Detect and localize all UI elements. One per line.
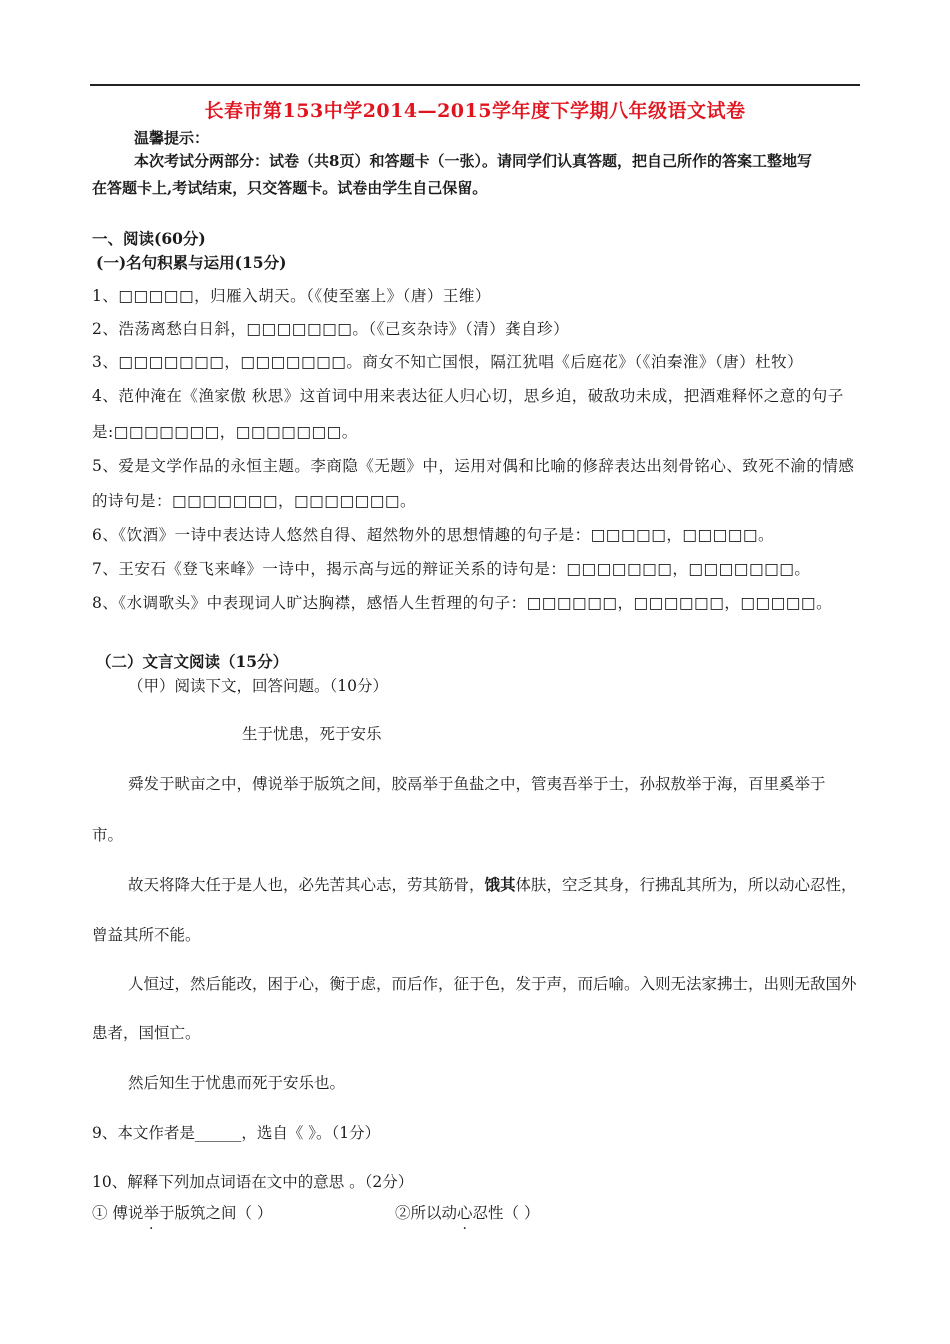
question-4-line-1: 4、范仲淹在《渔家傲 秋思》这首词中用来表达征人归心切，思乡迫，破敌功未成，把酒难释怀之意的句子 bbox=[92, 387, 844, 405]
question-10-item-2 bbox=[395, 1201, 539, 1223]
question-6: 6、《饮酒》一诗中表达诗人悠然自得、超然物外的思想情趣的句子是：□□□□□，□□□□□。 bbox=[92, 526, 775, 544]
question-10-item-1 bbox=[92, 1201, 272, 1223]
passage-title: 生于忧患，死于安乐 bbox=[242, 725, 382, 743]
question-5-line-2: 的诗句是：□□□□□□□，□□□□□□□。 bbox=[92, 492, 417, 510]
q10-1-post: 于版筑之间（ ） bbox=[158, 1204, 273, 1222]
tips-line-1: 本次考试分两部分：试卷（共8页）和答题卡（一张）。请同学们认真答题，把自己所作的答案工整地写 bbox=[134, 152, 812, 170]
question-4-line-2: 是:□□□□□□□，□□□□□□□。 bbox=[92, 423, 358, 441]
tips-line-2: 在答题卡上,考试结束，只交答题卡。试卷由学生自己保留。 bbox=[92, 179, 488, 197]
question-3: 3、□□□□□□□，□□□□□□□。商女不知亡国恨，隔江犹唱《后庭花》（《泊秦淮》（唐）杜牧） bbox=[92, 353, 804, 371]
passage-p2-line-2: 曾益其所不能。 bbox=[92, 926, 201, 944]
question-8: 8、《水调歌头》中表现词人旷达胸襟，感悟人生哲理的句子：□□□□□□，□□□□□□，□□□□□。 bbox=[92, 594, 833, 612]
passage-p3-line-1: 人恒过，然后能改，困于心，衡于虑，而后作，征于色，发于声，而后喻。入则无法家拂士，出则无敌国外 bbox=[128, 975, 857, 993]
question-10: 10、解释下列加点词语在文中的意思 。（2分） bbox=[92, 1173, 414, 1191]
q10-1-dotted-word: 举 bbox=[143, 1204, 159, 1222]
header-rule bbox=[90, 84, 860, 86]
page-title: 长春市第153中学2014—2015学年度下学期八年级语文试卷 bbox=[204, 100, 746, 122]
q10-1-pre: ① 傅说 bbox=[92, 1204, 144, 1222]
passage-p2-pre: 故天将降大任于是人也，必先苦其心志，劳其筋骨， bbox=[128, 876, 485, 894]
passage-p2-post: 体肤，空乏其身，行拂乱其所为，所以动心忍性， bbox=[515, 876, 857, 894]
passage-p2-bold: 饿其 bbox=[484, 875, 516, 894]
q10-2-dotted-word: 心 bbox=[457, 1204, 473, 1222]
section-1-heading: 一、阅读(60分) bbox=[92, 229, 206, 248]
question-1: 1、□□□□□，归雁入胡天。（《使至塞上》（唐）王维） bbox=[92, 287, 491, 305]
question-5-line-1: 5、爱是文学作品的永恒主题。李商隐《无题》中，运用对偶和比喻的修辞表达出刻骨铭心、致死不渝的情感 bbox=[92, 457, 855, 475]
question-9: 9、本文作者是______，选自《 》。（1分） bbox=[92, 1124, 381, 1142]
passage-p3-line-2: 患者，国恒亡。 bbox=[92, 1024, 201, 1042]
passage-p2-line-1 bbox=[128, 873, 857, 895]
passage-p1-line-1: 舜发于畎亩之中，傅说举于版筑之间，胶鬲举于鱼盐之中，管夷吾举于士，孙叔敖举于海，百里奚举于 bbox=[128, 775, 826, 793]
passage-p4: 然后知生于忧患而死于安乐也。 bbox=[128, 1074, 346, 1092]
question-7: 7、王安石《登飞来峰》一诗中，揭示高与远的辩证关系的诗句是：□□□□□□□，□□□□□□□。 bbox=[92, 560, 811, 578]
passage-intro: （甲）阅读下文，回答问题。（10分） bbox=[128, 677, 388, 695]
question-2: 2、浩荡离愁白日斜，□□□□□□□。（《己亥杂诗》（清）龚自珍） bbox=[92, 320, 570, 338]
q10-2-post: 忍性（ ） bbox=[472, 1204, 540, 1222]
section-1-sub-heading: (一)名句积累与运用(15分) bbox=[96, 253, 287, 272]
q10-2-pre: ②所以动 bbox=[395, 1204, 458, 1222]
tips-heading: 温馨提示： bbox=[134, 129, 210, 147]
section-2-heading: （二）文言文阅读（15分） bbox=[96, 652, 289, 671]
passage-p1-line-2: 市。 bbox=[92, 826, 124, 844]
